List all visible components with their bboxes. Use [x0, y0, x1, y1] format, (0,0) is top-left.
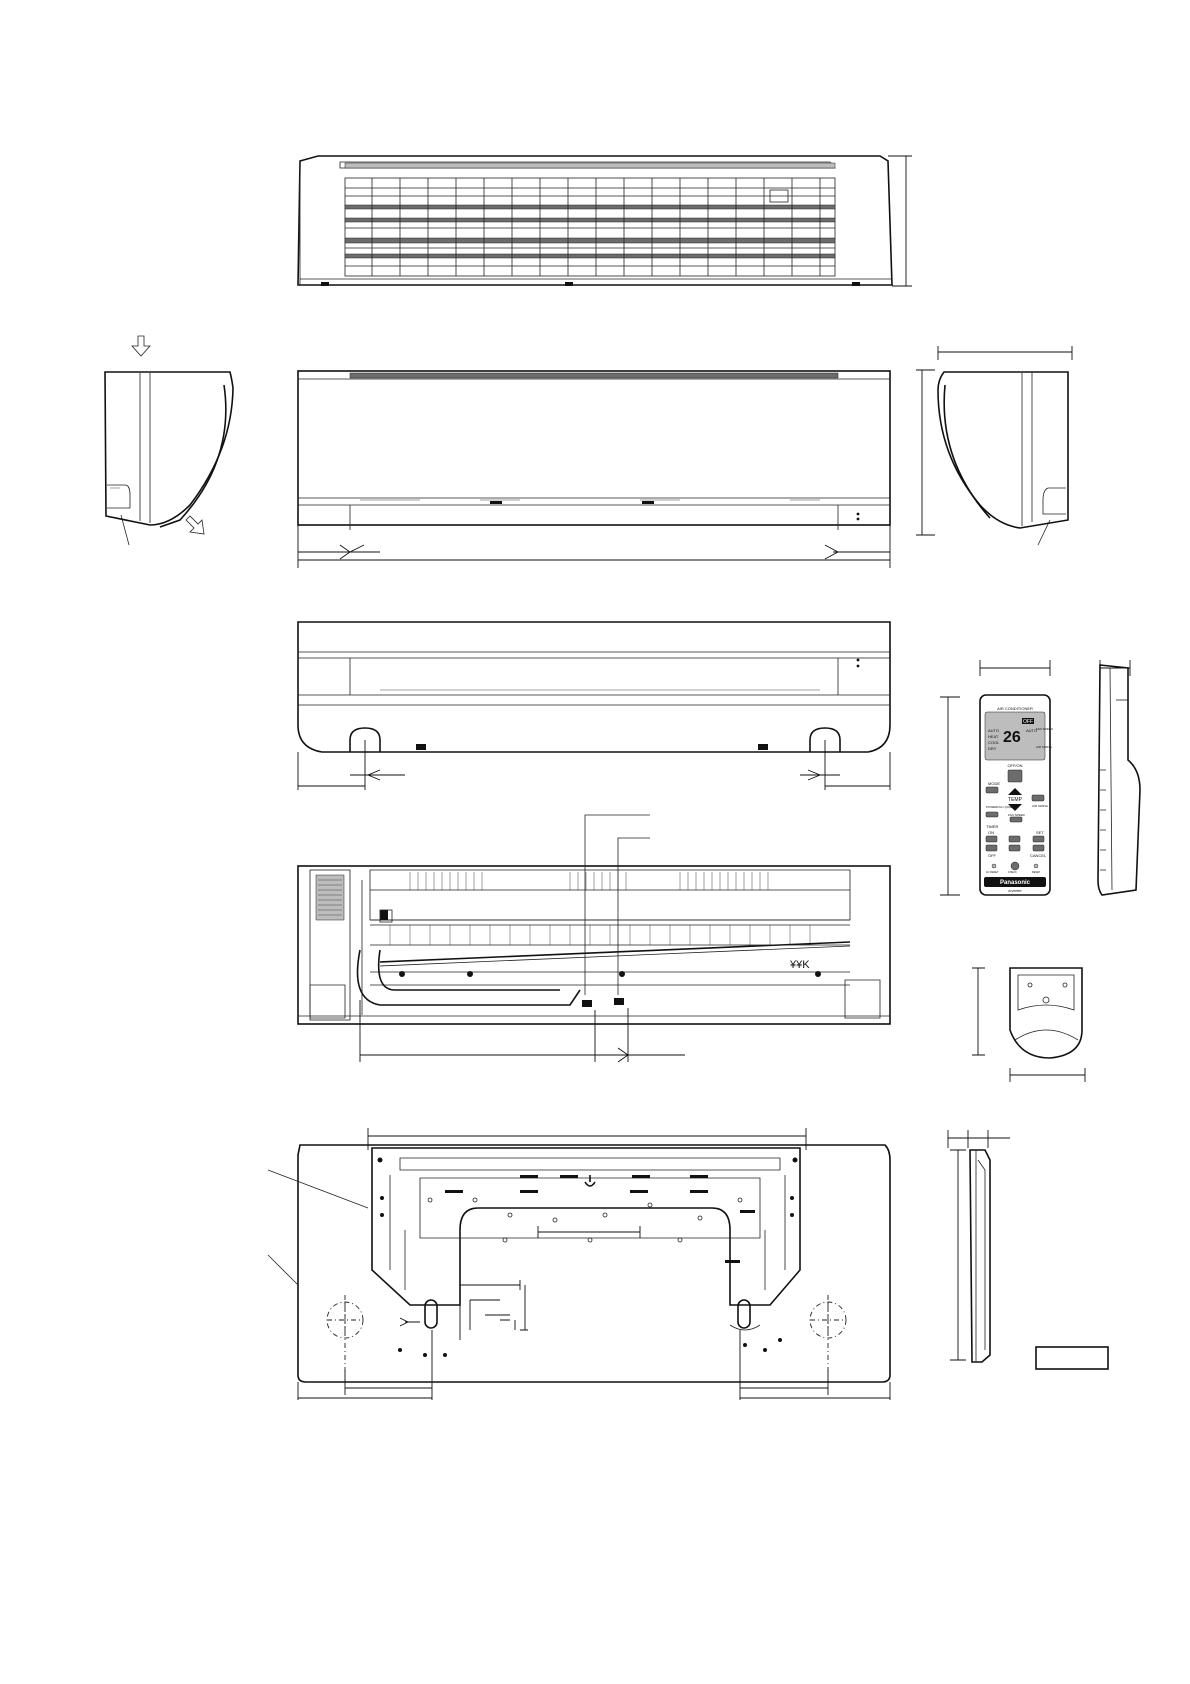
remote-onoff-label: OFF/ON [1007, 763, 1023, 768]
remote-timer-cancel: CANCEL [1030, 853, 1047, 858]
remote-auto-indicator: AUTO [1026, 728, 1038, 733]
remote-temp-readout: 26 [1003, 729, 1021, 746]
remote-sub-brand: inverter [1008, 888, 1022, 893]
mode-button [986, 787, 998, 793]
inside-view [298, 815, 890, 1062]
remote-air-swing-button-label: AIR SWING [1032, 804, 1049, 808]
remote-timer-label: TIMER [986, 824, 999, 829]
remote-control-side [1098, 660, 1140, 895]
terminal-block [316, 875, 344, 920]
remote-off-indicator: OFF [1023, 719, 1033, 725]
remote-ac-reset: AC RESET [986, 871, 999, 874]
remote-mode-auto: AUTO [988, 728, 1000, 733]
air-outlet-arrow [186, 516, 204, 534]
remote-check: CHECK [1008, 871, 1017, 874]
remote-mode-label: MODE [988, 781, 1000, 786]
temp-up-icon [1008, 788, 1022, 795]
onoff-button [1008, 770, 1022, 782]
right-side-view [916, 346, 1072, 545]
remote-mode-dry: DRY [988, 746, 997, 751]
installation-plate [268, 1128, 890, 1400]
remote-powerful-label: POWERFUL/ QUIET [986, 805, 1014, 809]
remote-timer-on: ON [988, 830, 994, 835]
remote-mode-cool: COOL [988, 740, 1000, 745]
heat-exchanger [370, 872, 850, 945]
remote-timer-off: OFF [988, 853, 996, 858]
air-inlet-arrow [132, 336, 150, 356]
remote-control [940, 660, 1054, 895]
remote-mode-heat: HEAT [988, 734, 999, 739]
front-view [298, 371, 890, 568]
installation-plate-side [948, 1130, 1010, 1362]
note-box [1036, 1347, 1108, 1369]
bottom-view [298, 622, 890, 790]
remote-reset: RESET [1032, 871, 1041, 874]
left-side-view [105, 336, 233, 545]
remote-temp-label: TEMP [1008, 797, 1022, 803]
remote-timer-set: SET [1036, 830, 1044, 835]
evaporator-mark: ¥¥K [790, 959, 810, 971]
remote-brand: Panasonic [999, 880, 1031, 886]
remote-fan-speed-button-label: FAN SPEED [1008, 813, 1025, 817]
remote-fan-speed-label: FAN SPEED [1036, 727, 1053, 731]
top-view [298, 156, 912, 286]
remote-holder [972, 968, 1085, 1082]
plate-holes [378, 1158, 798, 1358]
air-grille [345, 178, 835, 276]
remote-header: AIR CONDITIONER [997, 706, 1033, 711]
remote-air-swing-label: AIR SWING [1036, 745, 1053, 749]
